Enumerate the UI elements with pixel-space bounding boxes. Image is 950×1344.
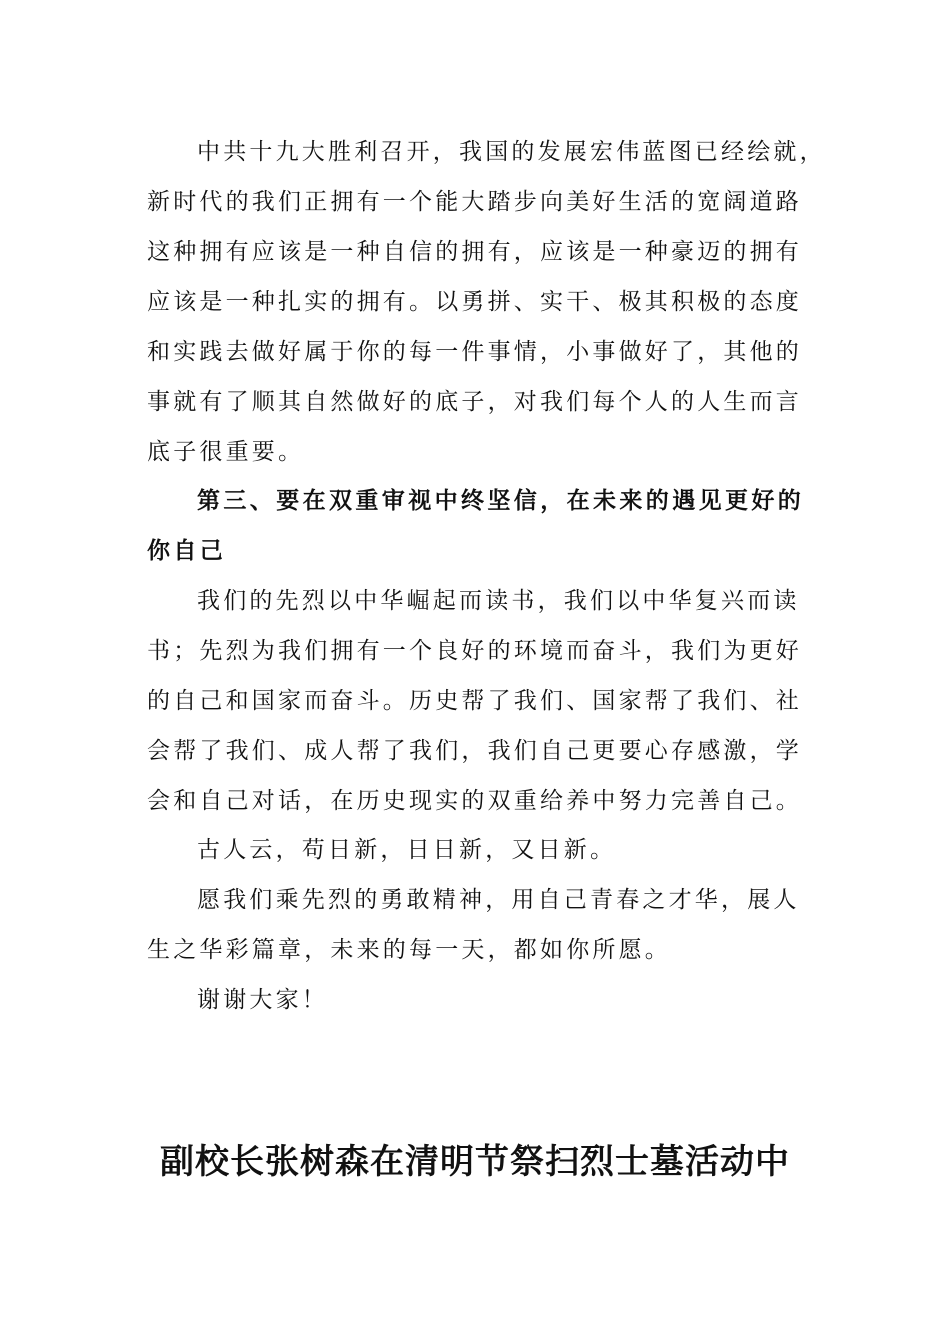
- paragraph-1-line-5: 和实践去做好属于你的每一件事情，小事做好了，其他的: [147, 339, 802, 365]
- paragraph-2-line-4: 会帮了我们、成人帮了我们，我们自己更要心存感激，学: [147, 738, 802, 764]
- paragraph-4-line-2: 生之华彩篇章，未来的每一天，都如你所愿。: [147, 937, 671, 963]
- paragraph-1-line-4: 应该是一种扎实的拥有。以勇拼、实干、极其积极的态度: [147, 289, 802, 315]
- paragraph-1-line-7: 底子很重要。: [147, 439, 305, 465]
- paragraph-1-line-1: 中共十九大胜利召开，我国的发展宏伟蓝图已经绘就，: [197, 139, 826, 165]
- paragraph-1-line-3: 这种拥有应该是一种自信的拥有，应该是一种豪迈的拥有: [147, 239, 802, 265]
- paragraph-1-line-6: 事就有了顺其自然做好的底子，对我们每个人的人生而言: [147, 389, 802, 415]
- closing-thanks: 谢谢大家！: [197, 987, 328, 1013]
- paragraph-1-line-2: 新时代的我们正拥有一个能大踏步向美好生活的宽阔道路: [147, 189, 802, 215]
- next-article-title: 副校长张树森在清明节祭扫烈士墓活动中: [160, 1142, 790, 1182]
- section-heading-line-2: 你自己: [147, 537, 227, 564]
- paragraph-3-line-1: 古人云，苟日新，日日新，又日新。: [197, 837, 617, 863]
- paragraph-2-line-2: 书；先烈为我们拥有一个良好的环境而奋斗，我们为更好: [147, 638, 802, 664]
- paragraph-2-line-5: 会和自己对话，在历史现实的双重给养中努力完善自己。: [147, 788, 802, 814]
- paragraph-2-line-3: 的自己和国家而奋斗。历史帮了我们、国家帮了我们、社: [147, 688, 802, 714]
- paragraph-4-line-1: 愿我们乘先烈的勇敢精神，用自己青春之才华，展人: [197, 887, 800, 913]
- paragraph-2-line-1: 我们的先烈以中华崛起而读书，我们以中华复兴而读: [197, 588, 800, 614]
- section-heading-line-1: 第三、要在双重审视中终坚信，在未来的遇见更好的: [197, 487, 805, 514]
